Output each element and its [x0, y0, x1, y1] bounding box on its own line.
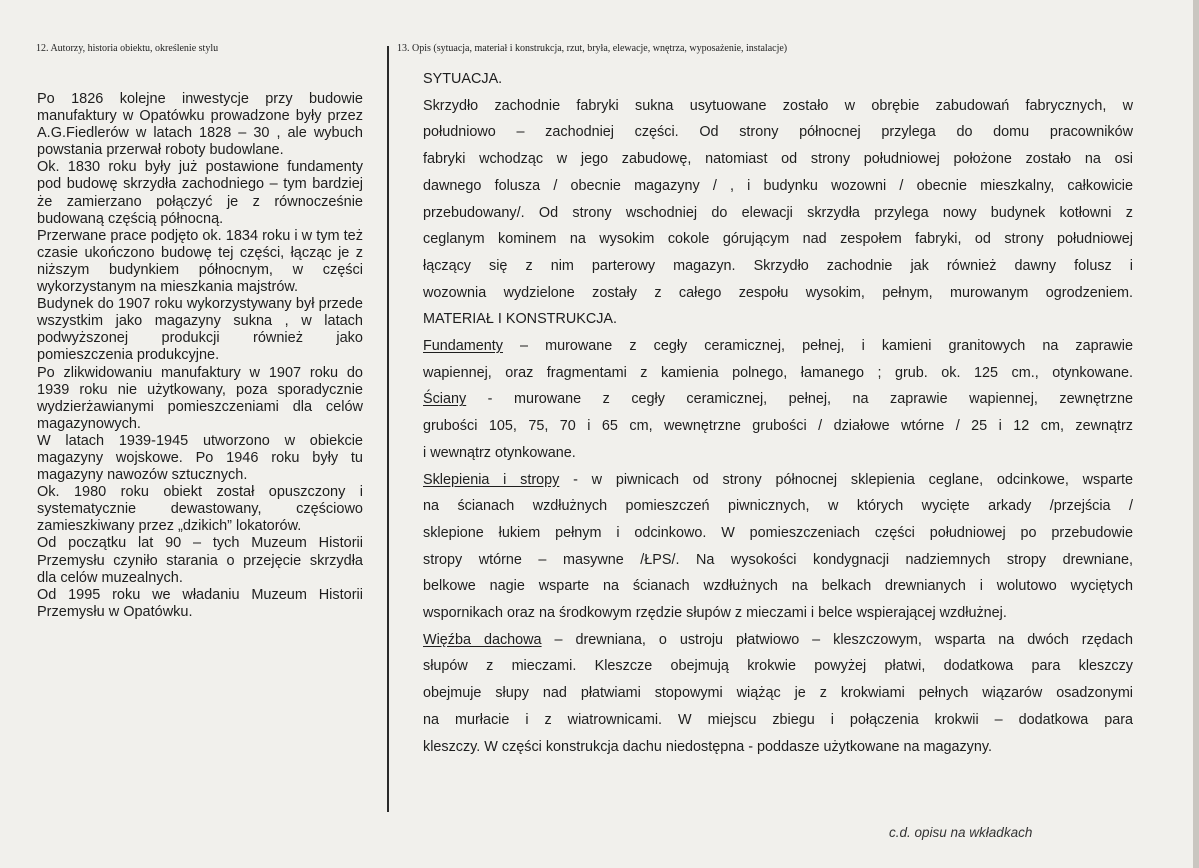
sytuacja-heading: SYTUACJA. — [423, 71, 503, 87]
sciany-text: - murowane z cegły ceramicznej, pełnej, na zaprawie wapiennej, zewnętrzne — [466, 391, 1133, 408]
sytuacja-line: fabryki wchodząc w jego zabudowę, natomiast od strony południowej położone zostało na osi — [423, 151, 1133, 168]
description-column — [423, 66, 1133, 760]
section-12-header: 12. Autorzy, historia obiektu, określenie stylu — [36, 43, 219, 54]
sytuacja-line: przebudowany/. Od strony wschodniej do elewacji skrzydła przylega nowy budynek kotłowni z — [423, 204, 1133, 221]
history-paragraph: Ok. 1830 roku były już postawione fundamenty pod budowę skrzydła zachodniego – tym bardziej że zamierzano połączyć je z równocześnie budowaną częścią północną. — [37, 159, 363, 227]
sciany-line: i wewnątrz otynkowane. — [423, 444, 576, 461]
sytuacja-line: ceglanym kominem na wysokim cokole górującym nad zespołem fabryki, od strony południowej — [423, 231, 1133, 248]
history-paragraph: Przerwane prace podjęto ok. 1834 roku i w tym też czasie ukończono budowę tej części, łącząc je z niższym budynkiem północnym, w części wykorzystanym na mieszkania majstrów. — [37, 227, 363, 296]
wiezba-text: – drewniana, o ustroju płatwiowo – kleszczowym, wsparta na dwóch rzędach — [541, 631, 1133, 648]
history-paragraph: Ok. 1980 roku obiekt został opuszczony i systematycznie dewastowany, częściowo zamieszkiwany przez „dzikich” lokatorów. — [37, 484, 363, 535]
section-13-header: 13. Opis (sytuacja, materiał i konstrukcja, rzut, bryła, elewacje, wnętrza, wyposażenie, instalacje) — [397, 43, 788, 54]
sklepienia-line: stropy wtórne – masywne /ŁPS/. Na wysokości kondygnacji nadziemnych stropy drewniane, — [423, 551, 1133, 568]
fundamenty-text: – murowane z cegły ceramicznej, pełnej, i kamieni granitowych na zaprawie — [503, 338, 1133, 355]
column-divider — [387, 46, 389, 812]
sklepienia-text: - w piwnicach od strony północnej sklepienia ceglane, odcinkowe, wsparte — [559, 471, 1133, 488]
wiezba-line: słupów z mieczami. Kleszcze obejmują krokwie powyżej płatwi, dodatkowa para kleszczy — [423, 658, 1133, 675]
fundamenty-line: wapiennej, oraz fragmentami z kamienia polnego, łamanego ; grub. ok. 125 cm., otynkowane. — [423, 364, 1133, 381]
history-paragraph: Od 1995 roku we władaniu Muzeum Historii Przemysłu w Opatówku. — [37, 586, 363, 620]
sytuacja-line: wozownia wydzielone zostały z całego zespołu wysokim, pełnym, murowanym ogrodzeniem. — [423, 284, 1133, 301]
sytuacja-line: południowo – zachodniej części. Od strony północnej przylega do domu pracowników — [423, 124, 1133, 141]
sklepienia-line: sklepione łukiem pełnym i odcinkowo. W pomieszczeniach części południowej po przebudowie — [423, 524, 1133, 541]
wiezba-label: Więźba dachowa — [423, 631, 542, 648]
sklepienia-line: na ścianach wzdłużnych pomieszczeń piwnicznych, w których wycięte arkady /przejścia / — [423, 498, 1133, 515]
sytuacja-line: łączący się z nim parterowy magazyn. Skrzydło zachodnie jak również dawny folusz i — [423, 257, 1133, 274]
wiezba-line — [423, 627, 1133, 654]
fundamenty-line — [423, 333, 1133, 360]
history-paragraph: Budynek do 1907 roku wykorzystywany był przede wszystkim jako magazyny sukna , w latach podwyższonej produkcji również jako pomieszczenia produkcyjne. — [37, 296, 363, 364]
history-paragraph: Od początku lat 90 – tych Muzeum Historii Przemysłu czyniło starania o przejęcie skrzydła dla celów muzealnych. — [37, 535, 363, 586]
sciany-label: Ściany — [423, 391, 467, 408]
history-paragraph: Po 1826 kolejne inwestycje przy budowie manufaktury w Opatówku prowadzone były przez A.G.Fiedlerów w latach 1828 – 30 , ale wybuch powstania przerwał roboty budowlane. — [37, 91, 363, 159]
wiezba-line: obejmuje słupy nad płatwiami stopowymi wiążąc je z krokwiami pełnych wiązarów osadzonymi — [423, 685, 1133, 702]
history-paragraph: Po zlikwidowaniu manufaktury w 1907 roku do 1939 roku nie użytkowany, poza sporadycznie wydzierżawianymi pomieszczeniami dla celów magazynowych. — [37, 364, 363, 432]
history-paragraph: W latach 1939-1945 utworzono w obiekcie magazyny wojskowe. Po 1946 roku były tu magazyny nawozów sztucznych. — [37, 432, 363, 484]
history-column — [37, 91, 363, 621]
fundamenty-label: Fundamenty — [423, 338, 503, 355]
sciany-line: grubości 105, 75, 70 i 65 cm, wewnętrzne grubości / działowe wtórne / 25 i 12 cm, zewnątrz — [423, 418, 1133, 435]
sklepienia-line — [423, 467, 1133, 494]
wiezba-line: kleszczy. W części konstrukcja dachu niedostępna - poddasze użytkowane na magazyny. — [423, 738, 992, 755]
continuation-note: c.d. opisu na wkładkach — [889, 825, 1033, 840]
sytuacja-line: Skrzydło zachodnie fabryki sukna usytuowane zostało w obrębie zabudowań fabrycznych, w — [423, 97, 1133, 114]
sciany-line — [423, 386, 1133, 413]
sklepienia-line: wspornikach oraz na środkowym rzędzie słupów z mieczami i belce wspierającej wzdłużnej. — [423, 605, 1007, 622]
material-heading: MATERIAŁ I KONSTRUKCJA. — [423, 311, 618, 328]
sytuacja-line: dawnego folusza / obecnie magazyny / , i budynku wozowni / obecnie mieszkalny, całkowicie — [423, 177, 1133, 194]
scan-edge — [1193, 0, 1199, 868]
wiezba-line: na murłacie i z wiatrownicami. W miejscu zbiegu i połączenia krokwii – dodatkowa para — [423, 711, 1133, 728]
sklepienia-line: belkowe nagie wsparte na ścianach wzdłużnych na belkach drewnianych i wolutowo wyciętych — [423, 578, 1133, 595]
sklepienia-label: Sklepienia i stropy — [423, 471, 560, 488]
